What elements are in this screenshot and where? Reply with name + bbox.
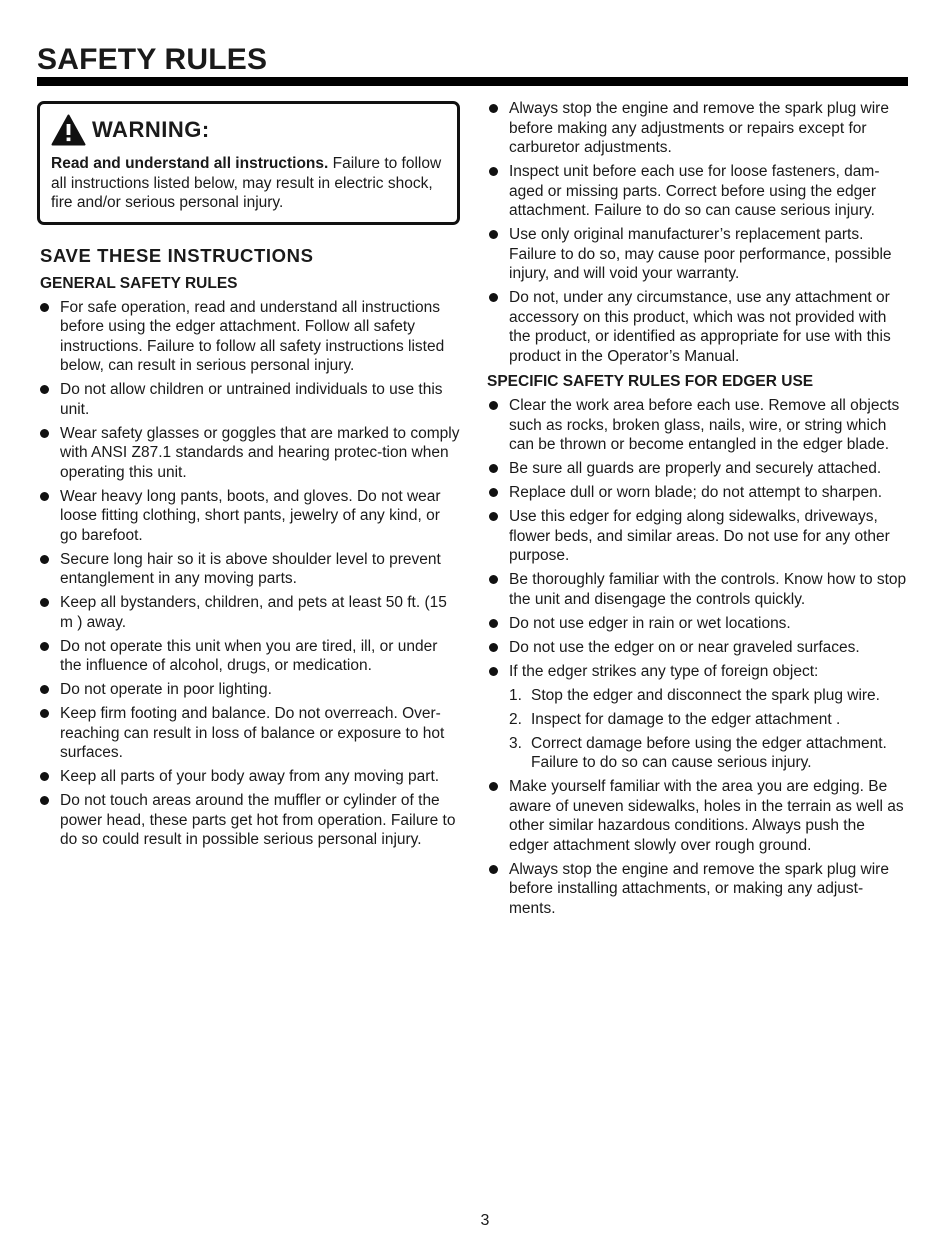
general-safety-list — [37, 298, 460, 850]
list-item — [37, 704, 460, 763]
bullet-icon — [489, 512, 498, 521]
list-item — [37, 593, 460, 632]
step-item — [509, 734, 907, 773]
bullet-icon — [489, 167, 498, 176]
title-rule — [37, 77, 908, 86]
bullet-icon — [489, 643, 498, 652]
bullet-icon — [489, 782, 498, 791]
list-item — [37, 680, 460, 700]
bullet-icon — [489, 464, 498, 473]
list-item — [37, 791, 460, 850]
specific-safety-heading: SPECIFIC SAFETY RULES FOR EDGER USE — [487, 373, 814, 390]
bullet-icon — [40, 429, 49, 438]
list-item-text: Wear safety glasses or goggles that are marked to comply with ANSI Z87.1 standards and hearing protec-tion when operating this unit. — [60, 424, 460, 481]
list-item-text: Wear heavy long pants, boots, and gloves. Do not wear loose fitting clothing, short pants, jewelry of any kind, or go barefoot. — [60, 487, 441, 544]
bullet-icon — [40, 685, 49, 694]
left-column — [37, 101, 460, 854]
list-item — [487, 507, 907, 566]
bullet-icon — [40, 642, 49, 651]
specific-safety-list — [487, 396, 907, 681]
list-item-text: Do not use the edger on or near graveled surfaces. — [509, 638, 860, 656]
list-item — [487, 459, 907, 479]
list-item — [487, 662, 907, 682]
bullet-icon — [489, 104, 498, 113]
step-number: 3. — [509, 734, 522, 752]
list-item-text: Keep all bystanders, children, and pets at least 50 ft. (15 m ) away. — [60, 594, 447, 631]
bullet-icon — [489, 401, 498, 410]
bullet-icon — [489, 488, 498, 497]
warning-box — [37, 101, 460, 225]
foreign-object-steps — [509, 686, 907, 773]
list-item — [37, 380, 460, 419]
bullet-icon — [40, 772, 49, 781]
list-item — [37, 550, 460, 589]
bullet-icon — [40, 709, 49, 718]
list-item — [37, 298, 460, 376]
bullet-icon — [40, 492, 49, 501]
bullet-icon — [40, 796, 49, 805]
list-item — [37, 637, 460, 676]
list-item-text: Do not operate in poor lighting. — [60, 681, 272, 698]
bullet-icon — [40, 598, 49, 607]
list-item — [487, 162, 907, 221]
list-item-text: Use this edger for edging along sidewalks, driveways, flower beds, and similar areas. Do not use for any other purpose. — [509, 508, 890, 564]
specific-safety-list-continued — [487, 777, 907, 918]
list-item-text: For safe operation, read and understand all instructions before using the edger attachment. Follow all safety instructions. Failure to follow all safety instructions listed below, can result in serious personal injury. — [60, 298, 445, 374]
bullet-icon — [489, 575, 498, 584]
warning-heading: WARNING: — [92, 117, 210, 142]
warning-bold-text: Read and understand all instructions. — [51, 155, 329, 172]
right-column — [487, 99, 907, 923]
step-text: Correct damage before using the edger attachment. Failure to do so can cause serious injury. — [531, 734, 887, 771]
list-item — [487, 614, 907, 634]
warning-header — [51, 114, 447, 146]
list-item-text: Make yourself familiar with the area you are edging. Be aware of uneven sidewalks, holes in the terrain as well as other similar hazardous conditions. Always push the edger attachment slowly over rough ground. — [509, 778, 904, 854]
warning-triangle-icon — [51, 114, 86, 146]
page-number: 3 — [480, 1212, 490, 1229]
bullet-icon — [489, 230, 498, 239]
save-instructions-heading: SAVE THESE INSTRUCTIONS — [40, 244, 314, 266]
general-safety-heading: GENERAL SAFETY RULES — [40, 274, 238, 292]
bullet-icon — [40, 303, 49, 312]
step-text: Inspect for damage to the edger attachment . — [531, 710, 841, 728]
list-item-text: Be sure all guards are properly and securely attached. — [509, 460, 882, 477]
list-item-text: Clear the work area before each use. Remove all objects such as rocks, broken glass, nails, wire, or string which can be thrown or become entangled in the edger blade. — [509, 397, 900, 453]
list-item — [37, 487, 460, 546]
list-item-text: Keep all parts of your body away from any moving part. — [60, 768, 440, 785]
bullet-icon — [489, 865, 498, 874]
list-item — [487, 99, 907, 158]
list-item-text: Use only original manufacturer’s replacement parts. Failure to do so, may cause poor performance, possible injury, and will void your warranty. — [509, 226, 892, 282]
bullet-icon — [40, 555, 49, 564]
list-item-text: Secure long hair so it is above shoulder level to prevent entanglement in any moving parts. — [60, 550, 441, 587]
list-item — [487, 638, 907, 658]
step-text: Stop the edger and disconnect the spark plug wire. — [531, 686, 880, 704]
list-item-text: Do not allow children or untrained individuals to use this unit. — [60, 381, 443, 418]
list-item — [487, 483, 907, 503]
list-item — [487, 396, 907, 455]
list-item-text: Do not, under any circumstance, use any attachment or accessory on this product, which was not provided with the product, or identified as appropriate for use with this product in the Operator’s Manual. — [509, 289, 891, 365]
list-item-text: Replace dull or worn blade; do not attempt to sharpen. — [509, 484, 883, 501]
list-item — [487, 288, 907, 366]
list-item-text: Always stop the engine and remove the spark plug wire before making any adjustments or repairs except for carburetor adjustments. — [509, 100, 889, 156]
list-item-text: Do not touch areas around the muffler or cylinder of the power head, these parts get hot from operation. Failure to do so could result in possible serious personal injury. — [60, 792, 456, 848]
general-safety-list-continued — [487, 99, 907, 366]
list-item — [37, 424, 460, 483]
list-item-text: Keep firm footing and balance. Do not overreach. Over-reaching can result in loss of balance or exposure to hot surfaces. — [60, 705, 445, 761]
step-number: 2. — [509, 710, 522, 728]
list-item-text: Do not use edger in rain or wet locations. — [509, 614, 791, 632]
list-item — [487, 570, 907, 609]
warning-text — [51, 154, 447, 213]
step-number: 1. — [509, 686, 522, 704]
list-item-text: Be thoroughly familiar with the controls. Know how to stop the unit and disengage the controls quickly. — [509, 571, 907, 608]
list-item — [487, 777, 907, 855]
list-item-text: If the edger strikes any type of foreign object: — [509, 662, 819, 680]
list-item-text: Always stop the engine and remove the spark plug wire before installing attachments, or making any adjust-ments. — [509, 860, 889, 917]
list-item — [487, 225, 907, 284]
step-item — [509, 686, 907, 706]
bullet-icon — [489, 293, 498, 302]
step-item — [509, 710, 907, 730]
list-item — [37, 767, 460, 787]
bullet-icon — [489, 619, 498, 628]
bullet-icon — [489, 667, 498, 676]
list-item-text: Inspect unit before each use for loose fasteners, dam-aged or missing parts. Correct before using the edger attachment. Failure to do so can cause serious injury. — [509, 163, 880, 219]
warning-body-text: Failure to follow all instructions listed below, may result in electric shock, fire and/or serious personal injury. — [51, 155, 442, 211]
bullet-icon — [40, 385, 49, 394]
list-item-text: Do not operate this unit when you are tired, ill, or under the influence of alcohol, drugs, or medication. — [60, 637, 438, 674]
page-title: SAFETY RULES — [37, 43, 268, 76]
list-item — [487, 860, 907, 919]
